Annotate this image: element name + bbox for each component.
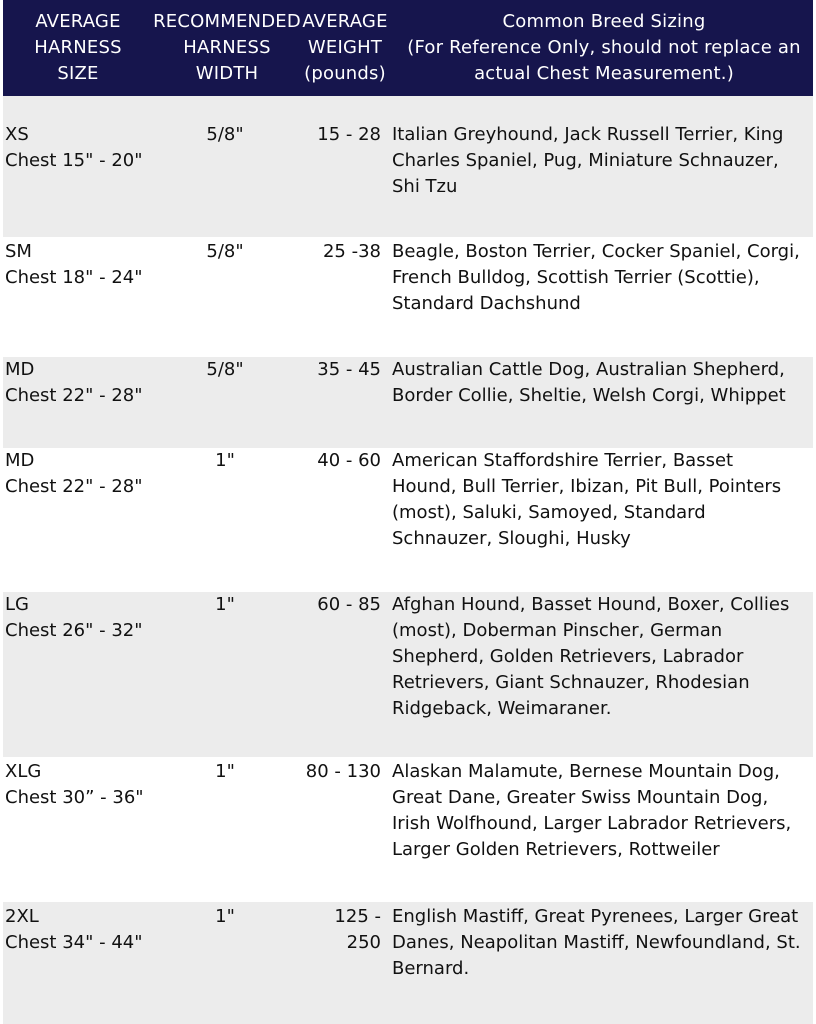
- width-cell: 5/8": [206, 359, 244, 380]
- header-recommended-harness-width: RECOMMENDED HARNESS WIDTH: [153, 11, 301, 84]
- weight-cell: 40 - 60: [317, 450, 381, 471]
- width-cell: 1": [215, 906, 235, 927]
- table-row: [3, 357, 813, 448]
- size-cell: 2XL Chest 34" - 44": [5, 906, 143, 953]
- table-row: [3, 96, 813, 237]
- breeds-cell: Italian Greyhound, Jack Russell Terrier, King Charles Spaniel, Pug, Miniature Schnauzer, Shi Tzu: [392, 124, 784, 197]
- breeds-cell: Australian Cattle Dog, Australian Shepherd, Border Collie, Sheltie, Welsh Corgi, Whippet: [392, 359, 786, 406]
- table-row: [3, 448, 813, 592]
- breeds-cell: American Staffordshire Terrier, Basset Hound, Bull Terrier, Ibizan, Pit Bull, Pointers (most), Saluki, Samoyed, Standard Schnauzer, Sloughi, Husky: [392, 450, 782, 549]
- size-cell: XLG Chest 30” - 36": [5, 761, 144, 808]
- size-cell: XS Chest 15" - 20": [5, 124, 143, 171]
- header-average-harness-size: AVERAGE HARNESS SIZE: [34, 11, 122, 84]
- table-header: [3, 0, 813, 96]
- breeds-cell: English Mastiff, Great Pyrenees, Larger Great Danes, Neapolitan Mastiff, Newfoundland, St. Bernard.: [392, 906, 801, 979]
- header-average-weight: AVERAGE WEIGHT (pounds): [302, 11, 388, 84]
- breeds-cell: Afghan Hound, Basset Hound, Boxer, Collies (most), Doberman Pinscher, German Shepherd, Golden Retrievers, Labrador Retrievers, Giant Schnauzer, Rhodesian Ridgeback, Weimaraner.: [392, 594, 790, 719]
- table-row: [3, 902, 813, 1024]
- table-row: [3, 237, 813, 357]
- breeds-cell: Beagle, Boston Terrier, Cocker Spaniel, Corgi, French Bulldog, Scottish Terrier (Scottie), Standard Dachshund: [392, 241, 800, 314]
- width-cell: 5/8": [206, 241, 244, 262]
- weight-cell: 125 - 250: [334, 906, 381, 953]
- breeds-cell: Alaskan Malamute, Bernese Mountain Dog, Great Dane, Greater Swiss Mountain Dog, Irish Wolfhound, Larger Labrador Retrievers, Larger Golden Retrievers, Rottweiler: [392, 761, 792, 860]
- weight-cell: 35 - 45: [317, 359, 381, 380]
- weight-cell: 60 - 85: [317, 594, 381, 615]
- width-cell: 1": [215, 450, 235, 471]
- weight-cell: 80 - 130: [305, 761, 381, 782]
- size-cell: MD Chest 22" - 28": [5, 359, 143, 406]
- width-cell: 1": [215, 761, 235, 782]
- width-cell: 5/8": [206, 124, 244, 145]
- size-cell: SM Chest 18" - 24": [5, 241, 143, 288]
- table-row: [3, 757, 813, 902]
- size-cell: MD Chest 22" - 28": [5, 450, 143, 497]
- table-row: [3, 592, 813, 757]
- weight-cell: 15 - 28: [317, 124, 381, 145]
- width-cell: 1": [215, 594, 235, 615]
- weight-cell: 25 -38: [322, 241, 381, 262]
- header-common-breed-sizing: Common Breed Sizing (For Reference Only, should not replace an actual Chest Measurement.): [407, 11, 801, 84]
- size-cell: LG Chest 26" - 32": [5, 594, 143, 641]
